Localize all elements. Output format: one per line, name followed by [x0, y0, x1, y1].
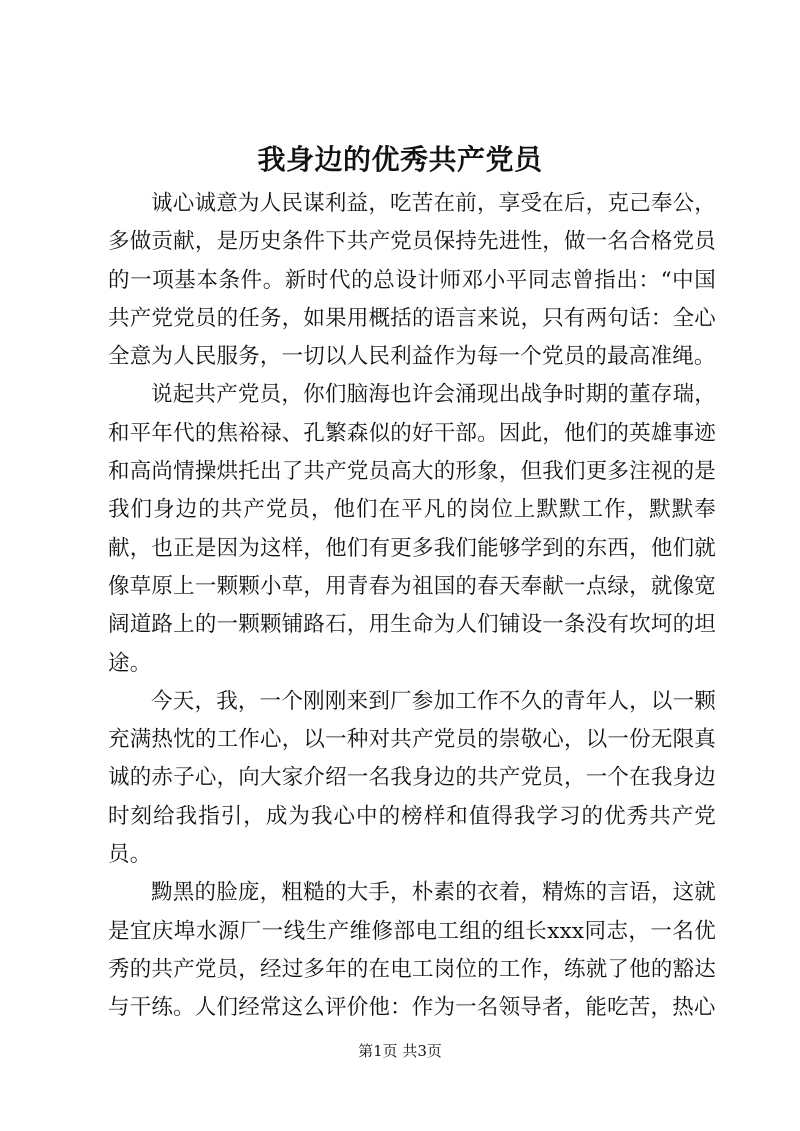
paragraph-2: 说起共产党员，你们脑海也许会涌现出战争时期的董存瑞，和平年代的焦裕禄、孔繁森似的好干部。因此，他们的英雄事迹和高尚情操烘托出了共产党员高大的形象，但我们更多注视的是我们身边的共产党员，他们在平凡的岗位上默默工作，默默奉献，也正是因为这样，他们有更多我们能够学到的东西，他们就像草原上一颗颗小草，用青春为祖国的春天奉献一点绿，就像宽阔道路上的一颗颗铺路石，用生命为人们铺设一条没有坎坷的坦途。	[108, 382, 716, 676]
paragraph-1: 诚心诚意为人民谋利益，吃苦在前，享受在后，克己奉公，多做贡献，是历史条件下共产党员保持先进性，做一名合格党员的一项基本条件。新时代的总设计师邓小平同志曾指出：“中国共产党党员的任务，如果用概括的语言来说，只有两句话：全心全意为人民服务，一切以人民利益作为每一个党员的最高准绳。	[108, 191, 716, 370]
paragraph-3: 今天，我，一个刚刚来到厂参加工作不久的青年人，以一颗充满热忱的工作心，以一种对共产党员的崇敬心，以一份无限真诚的赤子心，向大家介绍一名我身边的共产党员，一个在我身边时刻给我指引，成为我心中的榜样和值得我学习的优秀共产党员。	[108, 688, 716, 868]
paragraph-4: 黝黑的脸庞，粗糙的大手，朴素的衣着，精炼的言语，这就是宜庆埠水源厂一线生产维修部电工组的组长xxx同志，一名优秀的共产党员，经过多年的在电工岗位的工作，练就了他的豁达与干练。人们经常这么评价他：作为一名领导者，能吃苦，热心	[108, 880, 716, 1021]
document-body	[108, 185, 716, 1028]
document-title: 我身边的优秀共产党员	[257, 143, 543, 176]
page-number-footer: 第1页 共3页	[358, 1042, 442, 1060]
